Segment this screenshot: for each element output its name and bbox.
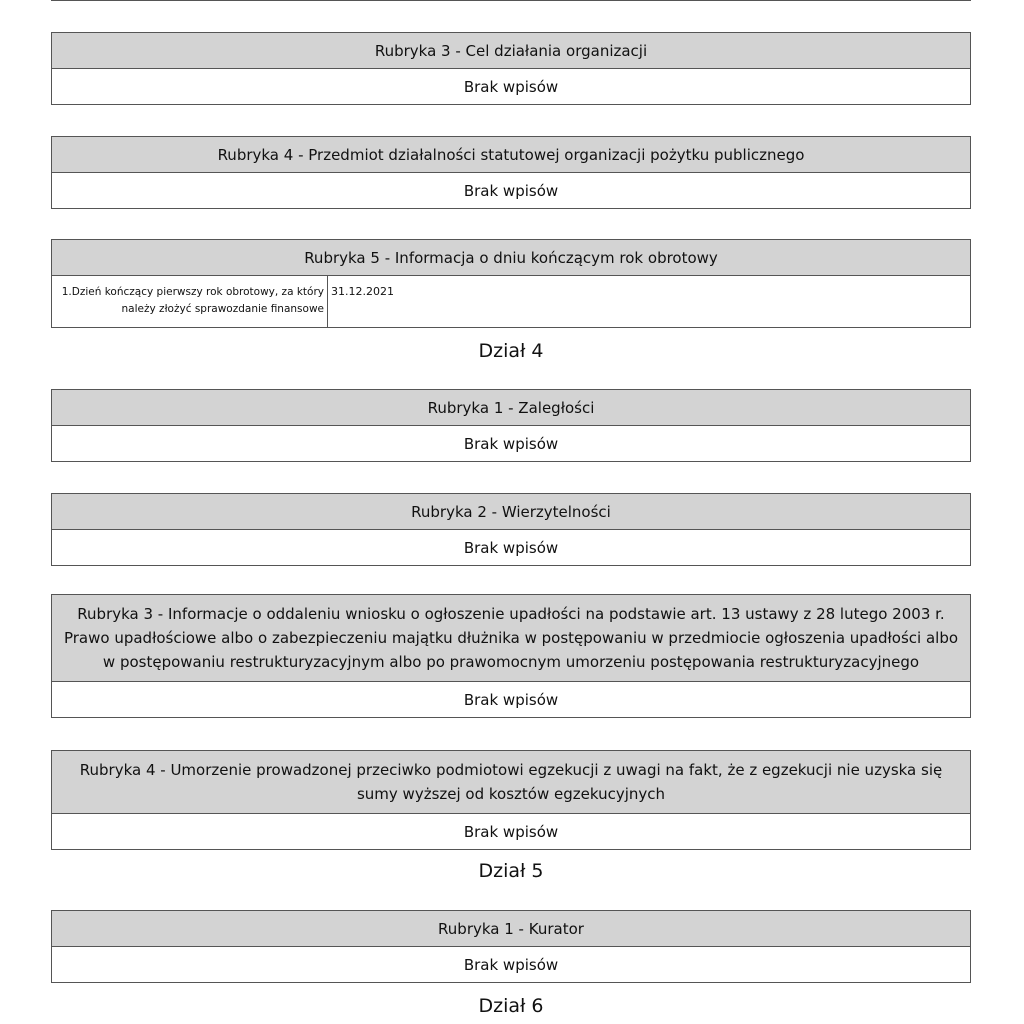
rubryka-4-przedmiot — [51, 136, 971, 209]
rubryka-value: Brak wpisów — [463, 690, 559, 709]
rubryka-5-rok-obrotowy — [51, 239, 971, 328]
dzial-4-rubryka-1 — [51, 389, 971, 462]
rubryka-header: Rubryka 2 - Wierzytelności — [52, 494, 970, 530]
dzial-5-heading: Dział 5 — [478, 860, 544, 882]
rubryka-header: Rubryka 5 - Informacja o dniu kończącym rok obrotowy — [52, 240, 970, 276]
rubryka-value: Brak wpisów — [463, 955, 559, 974]
rubryka-value: Brak wpisów — [463, 434, 559, 453]
rubryka-header: Rubryka 4 - Przedmiot działalności statutowej organizacji pożytku publicznego — [52, 137, 970, 173]
rubryka-header: Rubryka 3 - Informacje o oddaleniu wniosku o ogłoszenie upadłości na podstawie art. 13 ustawy z 28 lutego 2003 r. Prawo upadłościowe albo o zabezpieczeniu majątku dłużnika w postępowaniu w przedmiocie ogłoszenia upadłości albo w postępowaniu restrukturyzacyjnym albo po prawomocnym umorzeniu postępowania restrukturyzacyjnego — [52, 595, 970, 682]
rubryka-value: Brak wpisów — [463, 77, 559, 96]
rubryka-value: Brak wpisów — [463, 822, 559, 841]
rubryka-header: Rubryka 1 - Zaległości — [52, 390, 970, 426]
rubryka-value: Brak wpisów — [463, 181, 559, 200]
previous-table-bottom — [51, 0, 971, 1]
table-row — [52, 276, 970, 327]
rubryka-header: Rubryka 1 - Kurator — [52, 911, 970, 947]
dzial-6-heading: Dział 6 — [478, 995, 544, 1017]
rubryka-value: Brak wpisów — [463, 538, 559, 557]
rubryka-header: Rubryka 4 - Umorzenie prowadzonej przeciwko podmiotowi egzekucji z uwagi na fakt, że z egzekucji nie uzyska się sumy wyższej od kosztów egzekucyjnych — [52, 751, 970, 814]
rubryka-header: Rubryka 3 - Cel działania organizacji — [52, 33, 970, 69]
dzial-4-rubryka-3 — [51, 594, 971, 718]
dzial-4-heading: Dział 4 — [478, 340, 544, 362]
row-value: 31.12.2021 — [331, 285, 394, 298]
dzial-4-rubryka-2 — [51, 493, 971, 566]
dzial-4-rubryka-4 — [51, 750, 971, 850]
rubryka-3-cel — [51, 32, 971, 105]
dzial-5-rubryka-1 — [51, 910, 971, 983]
row-label: 1.Dzień kończący pierwszy rok obrotowy, za który należy złożyć sprawozdanie finansowe — [52, 276, 328, 327]
